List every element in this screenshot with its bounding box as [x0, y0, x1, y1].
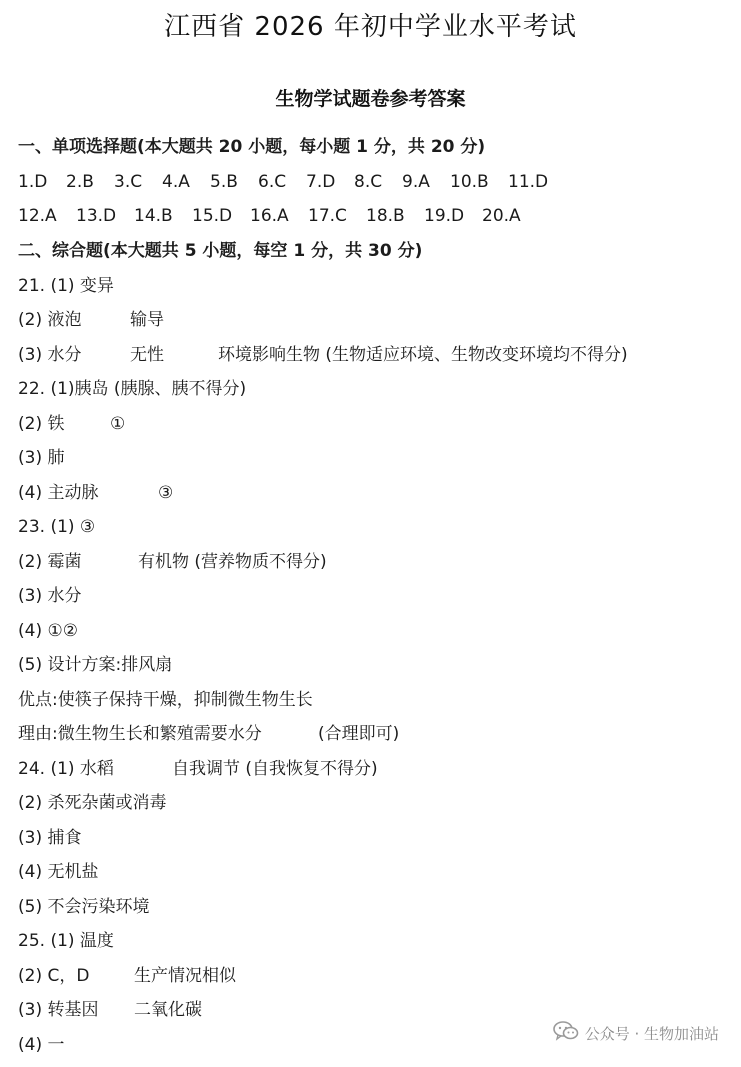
answer-text: 输导: [130, 310, 164, 330]
answer-item: 16.A: [250, 206, 289, 226]
answer-text: 优点:使筷子保持干燥，抑制微生物生长: [18, 690, 313, 710]
answer-item: 4.A: [162, 172, 190, 192]
answer-text: 生产情况相似: [134, 966, 236, 986]
answer-item: 8.C: [354, 172, 383, 192]
answer-item: 12.A: [18, 206, 57, 226]
answer-line-24-1: [18, 754, 378, 784]
answer-text: ①: [110, 414, 126, 434]
watermark-text: 公众号 · 生物加油站: [584, 1024, 719, 1043]
answer-item: 19.D: [424, 206, 465, 226]
watermark: [553, 1020, 719, 1046]
answer-text: (4) 无机盐: [18, 862, 99, 882]
answer-row-2: [18, 201, 540, 231]
answer-item: 6.C: [258, 172, 287, 192]
answer-text: (4) 一: [18, 1035, 65, 1055]
answer-text: (2) 液泡: [18, 310, 82, 330]
answer-text: 21. (1) 变异: [18, 276, 114, 296]
answer-text: (合理即可): [318, 724, 400, 744]
answer-item: 5.B: [210, 172, 238, 192]
answer-text: (2) 霉菌: [18, 552, 82, 572]
answer-line-23-1: [18, 512, 95, 542]
answer-line-23-advantage: [18, 685, 313, 715]
answer-text: 二氧化碳: [134, 1000, 202, 1020]
answer-line-21-1: [18, 271, 114, 301]
answer-text: (4) 主动脉: [18, 483, 99, 503]
answer-text: 22. (1)胰岛 (胰腺、胰不得分): [18, 379, 247, 399]
answer-item: 9.A: [402, 172, 430, 192]
answer-line-24-2: [18, 788, 166, 818]
answer-line-24-3: [18, 823, 81, 853]
answer-item: 18.B: [366, 206, 405, 226]
answer-text: 24. (1) 水稻: [18, 759, 114, 779]
answer-text: 环境影响生物 (生物适应环境、生物改变环境均不得分): [218, 345, 628, 365]
answer-line-25-4: [18, 1030, 64, 1060]
answer-line-22-1: [18, 374, 246, 404]
answer-text: (3) 转基因: [18, 1000, 99, 1020]
answer-row-1: [18, 167, 556, 197]
answer-item: 3.C: [114, 172, 143, 192]
answer-line-21-2: [18, 305, 164, 335]
answer-line-23-5: [18, 650, 172, 680]
answer-text: (5) 不会污染环境: [18, 897, 150, 917]
answer-text: 自我调节 (自我恢复不得分): [172, 759, 378, 779]
answer-text: (3) 肺: [18, 448, 65, 468]
wechat-icon: [553, 1021, 579, 1045]
answer-text: (3) 水分: [18, 345, 82, 365]
answer-line-25-1: [18, 926, 114, 956]
answer-line-23-2: [18, 547, 327, 577]
answer-item: 15.D: [192, 206, 233, 226]
answer-line-22-2: [18, 409, 125, 439]
answer-item: 1.D: [18, 172, 48, 192]
answer-text: (2) 铁: [18, 414, 65, 434]
answer-text: 23. (1) ③: [18, 517, 96, 537]
answer-line-22-3: [18, 443, 64, 473]
answer-line-23-3: [18, 581, 81, 611]
answer-line-24-4: [18, 857, 98, 887]
answer-text: (4) ①②: [18, 621, 78, 641]
answer-text: 25. (1) 温度: [18, 931, 114, 951]
answer-line-25-3: [18, 995, 202, 1025]
answer-item: 17.C: [308, 206, 347, 226]
answer-line-23-4: [18, 616, 78, 646]
answer-text: (3) 水分: [18, 586, 82, 606]
answer-item: 10.B: [450, 172, 489, 192]
answer-item: 2.B: [66, 172, 94, 192]
answer-text: (2) 杀死杂菌或消毒: [18, 793, 167, 813]
answer-line-22-4: [18, 478, 173, 508]
answer-item: 11.D: [508, 172, 549, 192]
answer-text: 理由:微生物生长和繁殖需要水分: [18, 724, 262, 744]
answer-line-24-5: [18, 892, 149, 922]
section1-heading: 一、单项选择题(本大题共 20 小题，每小题 1 分，共 20 分): [18, 137, 486, 157]
answer-text: (2) C，D: [18, 966, 90, 986]
page-subtitle: 生物学试题卷参考答案: [275, 88, 466, 110]
answer-line-23-reason: [18, 719, 399, 749]
section2-heading: 二、综合题(本大题共 5 小题，每空 1 分，共 30 分): [18, 241, 423, 261]
answer-item: 13.D: [76, 206, 117, 226]
answer-item: 14.B: [134, 206, 173, 226]
answer-item: 7.D: [306, 172, 336, 192]
answer-item: 20.A: [482, 206, 521, 226]
answer-text: (5) 设计方案:排风扇: [18, 655, 173, 675]
answer-text: 有机物 (营养物质不得分): [138, 552, 327, 572]
answer-text: ③: [158, 483, 174, 503]
answer-line-21-3: [18, 340, 628, 370]
answer-text: 无性: [130, 345, 164, 365]
answer-text: (3) 捕食: [18, 828, 82, 848]
page-title: 江西省 2026 年初中学业水平考试: [164, 12, 577, 42]
answer-line-25-2: [18, 961, 236, 991]
